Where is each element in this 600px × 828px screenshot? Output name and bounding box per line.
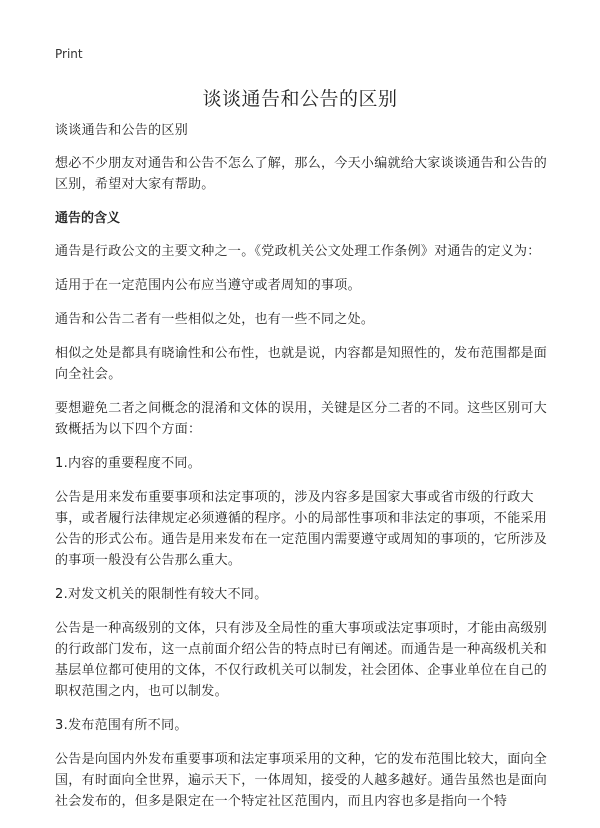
paragraph: 适用于在一定范围内公布应当遵守或者周知的事项。 bbox=[55, 278, 361, 293]
print-link[interactable]: Print bbox=[55, 47, 83, 61]
list-point-heading: 3.发布范围有所不同。 bbox=[55, 718, 188, 733]
paragraph: 公告是用来发布重要事项和法定事项的，涉及内容多是国家大事或省市级的行政大事，或者履行法律规定必须遵循的程序。小的局部性事项和非法定的事项，不能采用公告的形式公布。通告是用来发布在一定范围内需要遵守或周知的事项的，它所涉及的事项一般没有公告那么重大。 bbox=[55, 490, 548, 568]
list-point-heading: 1.内容的重要程度不同。 bbox=[55, 456, 202, 471]
paragraph: 要想避免二者之间概念的混淆和文体的误用，关键是区分二者的不同。这些区别可大致概括为以下四个方面： bbox=[55, 401, 548, 437]
list-point-heading: 2.对发文机关的限制性有较大不同。 bbox=[55, 587, 268, 602]
paragraph: 通告是行政公文的主要文种之一。《党政机关公文处理工作条例》对通告的定义为： bbox=[55, 244, 541, 259]
section-heading: 通告的含义 bbox=[55, 211, 121, 226]
intro-paragraph: 想必不少朋友对通告和公告不怎么了解，那么，今天小编就给大家谈谈通告和公告的区别，希望对大家有帮助。 bbox=[55, 156, 548, 192]
paragraph: 通告和公告二者有一些相似之处，也有一些不同之处。 bbox=[55, 312, 375, 327]
paragraph: 公告是一种高级别的文体，只有涉及全局性的重大事项或法定事项时，才能由高级别的行政部门发布，这一点前面介绍公告的特点时已有阐述。而通告是一种高级机关和基层单位都可使用的文体，不仅行政机关可以制发，社会团体、企事业单位在自己的职权范围之内，也可以制发。 bbox=[55, 621, 548, 699]
paragraph: 相似之处是都具有晓谕性和公布性，也就是说，内容都是知照性的，发布范围都是面向全社会。 bbox=[55, 346, 548, 382]
page-title: 谈谈通告和公告的区别 bbox=[202, 88, 398, 110]
article-body bbox=[55, 120, 555, 825]
paragraph: 公告是向国内外发布重要事项和法定事项采用的文种，它的发布范围比较大，面向全国，有时面向全世界，遍示天下，一体周知，接受的人越多越好。通告虽然也是面向社会发布的，但多是限定在一个特定社区范围内，而且内容也多是指向一个特 bbox=[55, 752, 548, 809]
subtitle-paragraph: 谈谈通告和公告的区别 bbox=[55, 123, 189, 138]
